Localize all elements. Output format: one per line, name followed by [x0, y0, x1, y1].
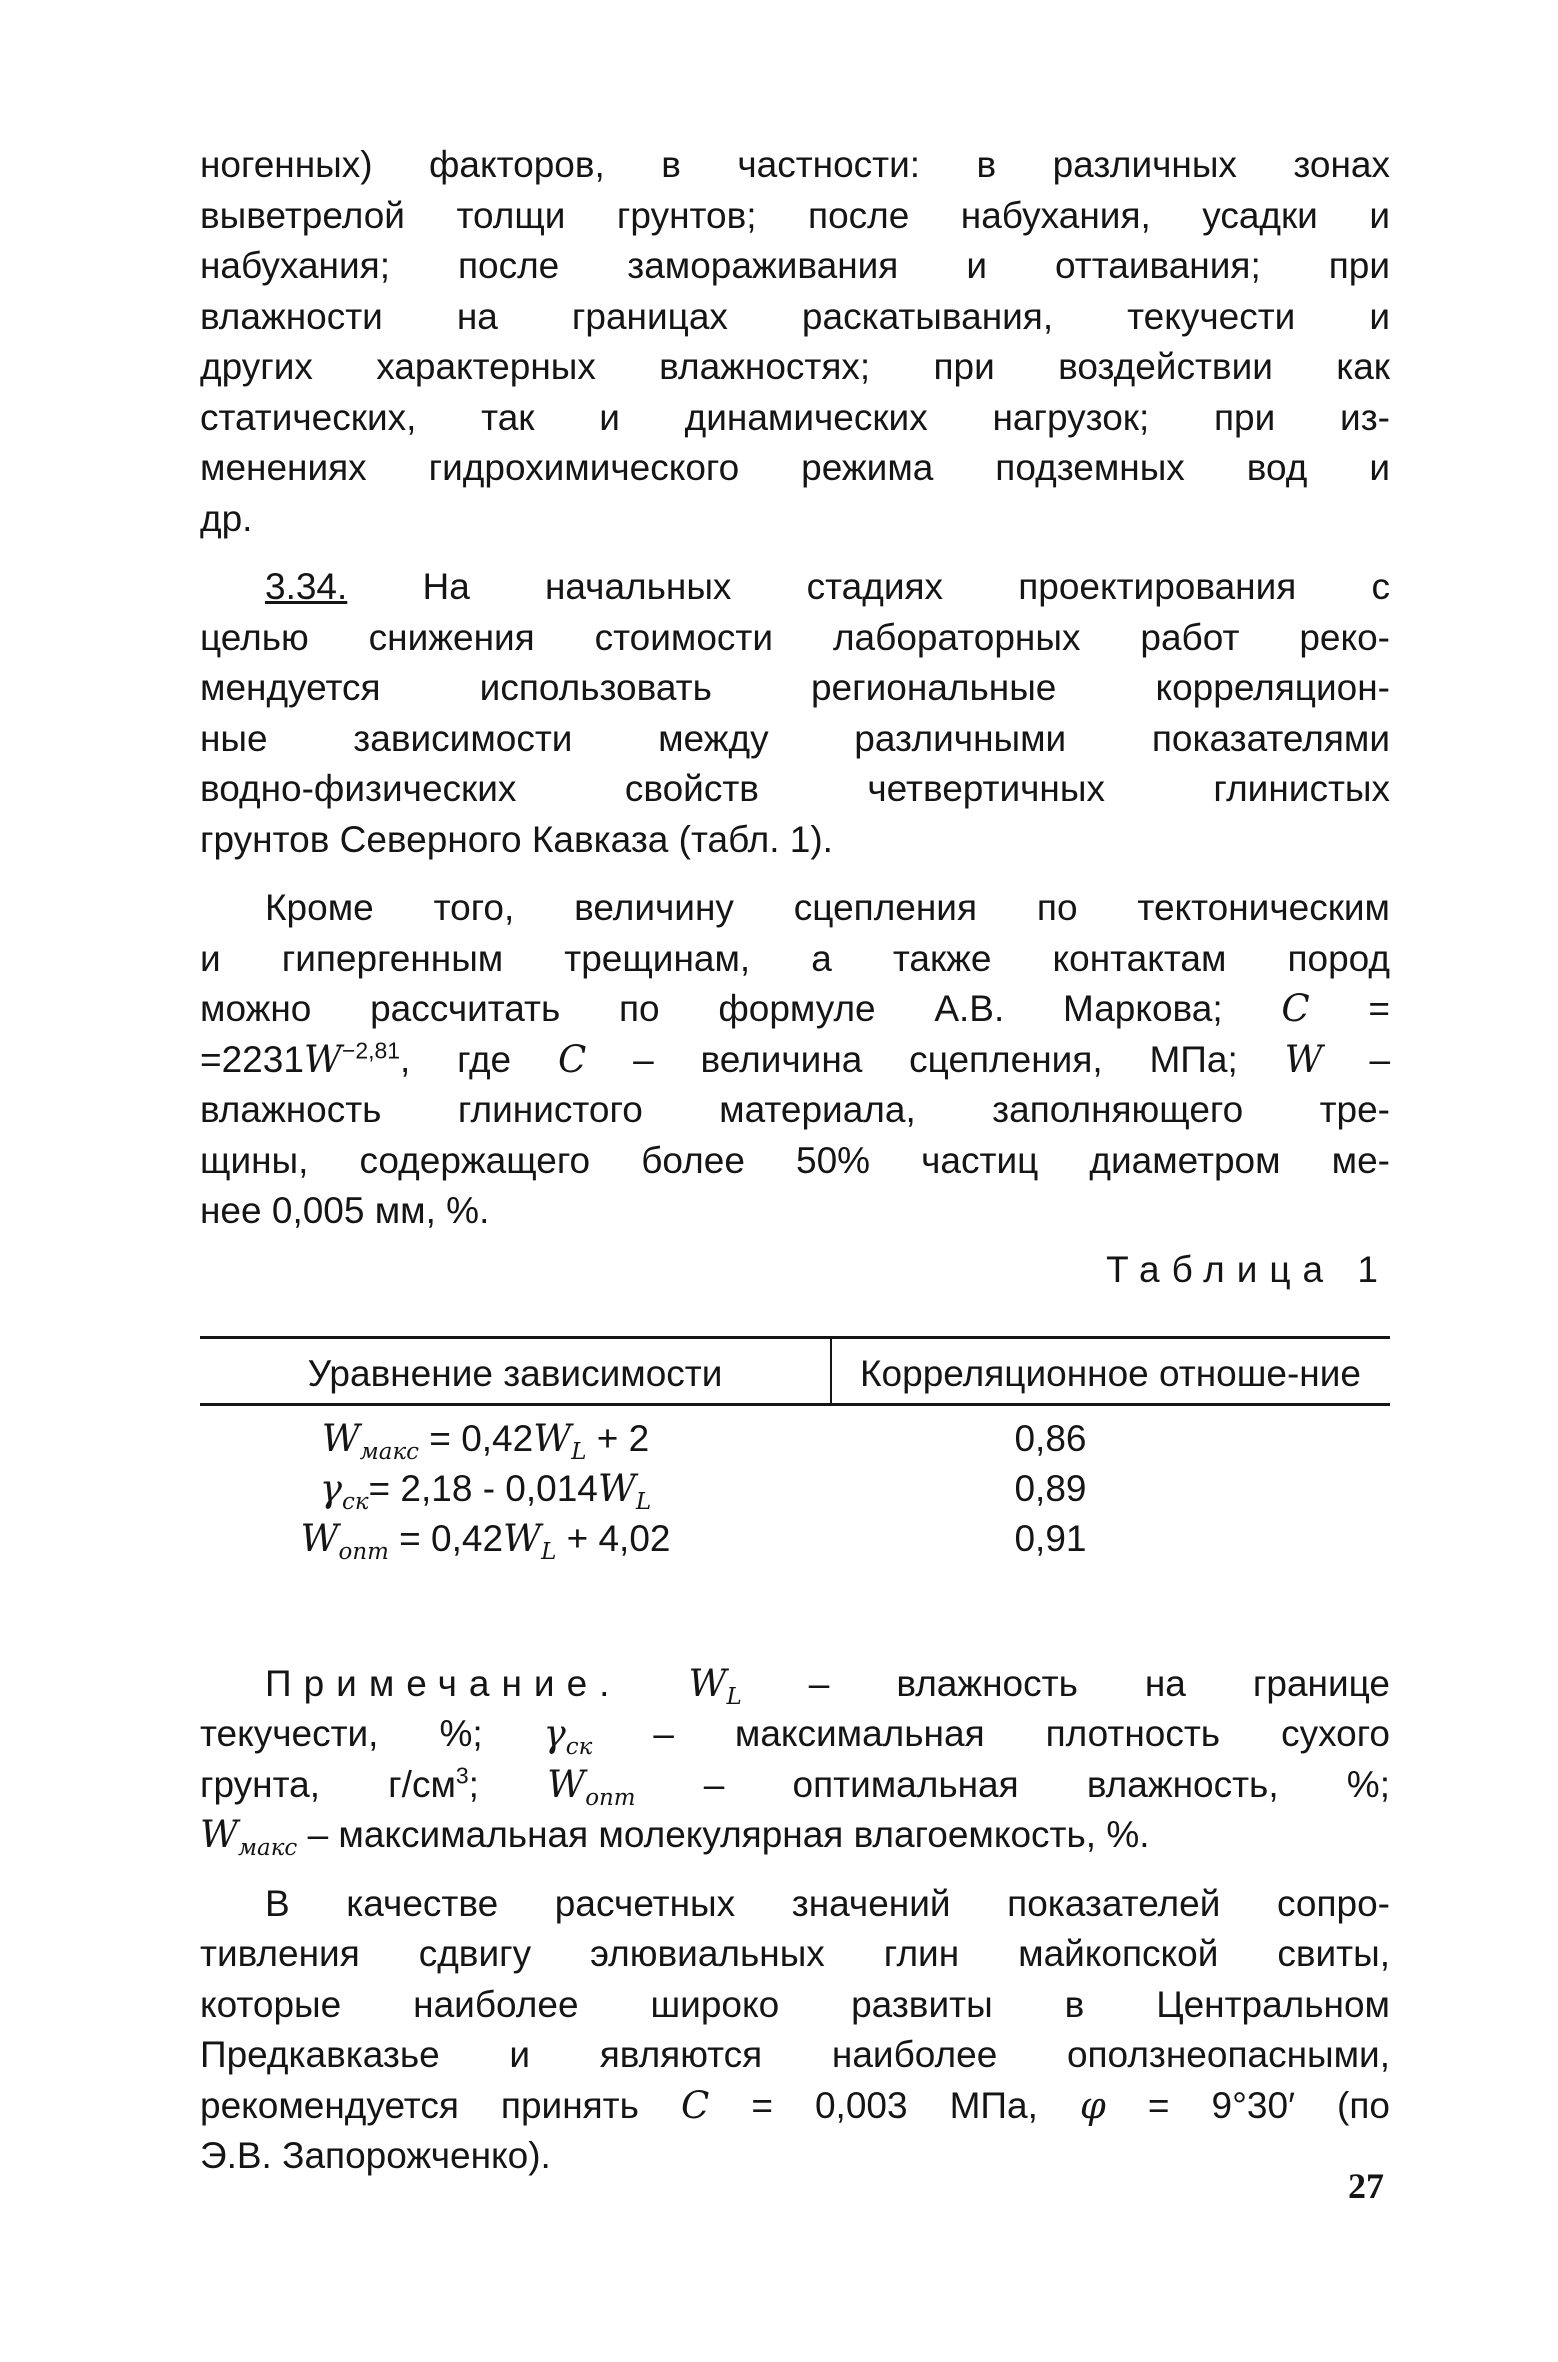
paragraph-cohesion	[200, 883, 1390, 1237]
formula-text: = 0,42	[388, 1517, 504, 1559]
correlation-cell: 0,86	[1014, 1417, 1087, 1459]
formula-subscript: L	[635, 1488, 652, 1515]
text-run: – величина сцепления, МПа;	[633, 1038, 1238, 1080]
text-line: мендуется использовать региональные корреляцион-	[200, 667, 1390, 708]
paragraph-maikop	[200, 1879, 1390, 2182]
text-line: нее 0,005 мм, %.	[200, 1190, 490, 1231]
text-run: текучести, %;	[200, 1713, 483, 1754]
text-run: = 0,003 МПа,	[751, 2084, 1038, 2126]
equation-cell	[200, 1464, 831, 1514]
text-line: Кроме того, величину сцепления по тектоническим	[265, 887, 1390, 928]
table-row	[200, 1404, 1390, 1464]
formula-subscript: опт	[585, 1784, 636, 1811]
text-run: можно рассчитать по формуле А.В. Маркова;	[200, 988, 1223, 1029]
paragraph-3-34	[200, 562, 1390, 865]
note-label: Примечание.	[265, 1662, 622, 1704]
text-line	[200, 562, 1390, 613]
formula-var: γ	[319, 1466, 342, 1510]
formula-subscript: ск	[341, 1488, 369, 1515]
text-line: целью снижения стоимости лабораторных работ реко-	[200, 616, 1390, 658]
text-line	[200, 1709, 1390, 1760]
table-row	[200, 1514, 1390, 1564]
column-header-equation: Уравнение зависимости	[200, 1337, 831, 1404]
formula-text: = 2,18 - 0,014	[368, 1467, 598, 1509]
text-line: других характерных влажностях; при воздействии как	[200, 346, 1390, 387]
formula-var: W	[321, 1416, 360, 1460]
formula-var: W	[303, 1037, 342, 1081]
text-line: набухания; после замораживания и оттаивания; при	[200, 245, 1390, 286]
text-line	[200, 984, 1390, 1035]
formula-text: = 0,42	[419, 1417, 534, 1459]
text-run: ;	[468, 1763, 479, 1805]
text-line: тивления сдвигу элювиальных глин майкопской свиты,	[200, 1933, 1390, 1974]
text-line: влажность глинистого материала, заполняющего тре-	[200, 1089, 1390, 1130]
text-run: – оптимальная влажность, %;	[703, 1763, 1390, 1805]
text-line: ногенных) факторов, в частности: в различных зонах	[200, 144, 1390, 185]
formula-exponent: −2,81	[341, 1037, 400, 1064]
text-run: На начальных стадиях проектирования с	[422, 566, 1390, 607]
page-body	[200, 140, 1390, 2182]
formula-subscript: L	[726, 1683, 742, 1710]
paragraph-1	[200, 140, 1390, 544]
table-caption: Таблица 1	[1106, 1248, 1390, 1290]
text-line	[200, 1810, 1390, 1861]
text-line: др.	[200, 497, 253, 539]
formula-var: W	[547, 1762, 586, 1806]
formula-var: φ	[1079, 2083, 1106, 2127]
correlation-table	[200, 1336, 1390, 1564]
text-line: и гипергенным трещинам, а также контактам пород	[200, 937, 1390, 979]
formula-var: W	[300, 1516, 339, 1560]
text-line: грунтов Северного Кавказа (табл. 1).	[200, 818, 833, 860]
text-run: , где	[400, 1038, 512, 1080]
formula-var: C	[557, 1037, 587, 1081]
formula-subscript: макс	[359, 1438, 420, 1465]
formula-var: W	[533, 1416, 572, 1460]
text-run: =	[1368, 988, 1391, 1029]
text-run: грунта, г/см	[200, 1763, 456, 1805]
text-line: Э.В. Запорожченко).	[200, 2135, 551, 2176]
text-run: – максимальная молекулярная влагоемкость, %.	[307, 1814, 1150, 1855]
text-line: водно-физических свойств четвертичных глинистых	[200, 768, 1390, 809]
text-line: выветрелой толщи грунтов; после набухания, усадки и	[200, 194, 1390, 236]
formula-var: W	[200, 1813, 239, 1856]
formula-subscript: макс	[238, 1835, 298, 1862]
text-line: В качестве расчетных значений показателей сопро-	[265, 1882, 1390, 1924]
formula-subscript: L	[541, 1538, 557, 1565]
formula-var: W	[597, 1466, 636, 1510]
formula-subscript: L	[571, 1438, 587, 1465]
text-run: –	[1369, 1038, 1391, 1080]
formula-var: C	[680, 2083, 710, 2127]
text-run: – максимальная плотность сухого	[653, 1713, 1390, 1754]
text-line: статических, так и динамических нагрузок; при из-	[200, 396, 1390, 438]
formula-line	[200, 1035, 1390, 1086]
table-note	[200, 1659, 1390, 1861]
equation-cell	[200, 1404, 831, 1464]
correlation-cell: 0,89	[1014, 1467, 1087, 1509]
formula-subscript: опт	[338, 1538, 389, 1565]
text-line	[200, 2081, 1390, 2132]
text-line: Предкавказье и являются наиболее оползнеопасными,	[200, 2034, 1390, 2075]
formula-text: + 4,02	[556, 1517, 671, 1559]
correlation-cell: 0,91	[1014, 1517, 1087, 1559]
superscript: 3	[455, 1762, 469, 1789]
text-run: рекомендуется принять	[200, 2084, 639, 2126]
formula-coef: =2231	[200, 1038, 304, 1080]
formula-var: W	[503, 1516, 542, 1560]
formula-subscript: ск	[565, 1734, 593, 1761]
text-run: = 9°30′ (по	[1147, 2084, 1390, 2126]
formula-text: + 2	[586, 1417, 650, 1459]
text-line: щины, содержащего более 50% частиц диаметром ме-	[200, 1139, 1390, 1181]
section-number: 3.34.	[265, 566, 348, 607]
text-line: менениях гидрохимического режима подземных вод и	[200, 447, 1390, 488]
text-line: которые наиболее широко развиты в Центральном	[200, 1983, 1390, 2025]
equation-cell	[200, 1514, 831, 1564]
page-number: 27	[1348, 2166, 1384, 2206]
table-header-row	[200, 1337, 1390, 1404]
text-run: – влажность на границе	[808, 1662, 1391, 1704]
formula-var: W	[688, 1661, 727, 1705]
text-line	[200, 1760, 1390, 1811]
text-line: влажности на границах раскатывания, текучести и	[200, 295, 1390, 337]
formula-var: C	[1281, 987, 1310, 1030]
text-line: ные зависимости между различными показателями	[200, 717, 1390, 759]
column-header-correlation: Корреляционное отноше-ние	[860, 1352, 1361, 1394]
formula-var: γ	[543, 1712, 566, 1755]
text-line	[200, 1659, 1390, 1710]
table-row	[200, 1464, 1390, 1514]
formula-var: W	[1284, 1037, 1323, 1081]
